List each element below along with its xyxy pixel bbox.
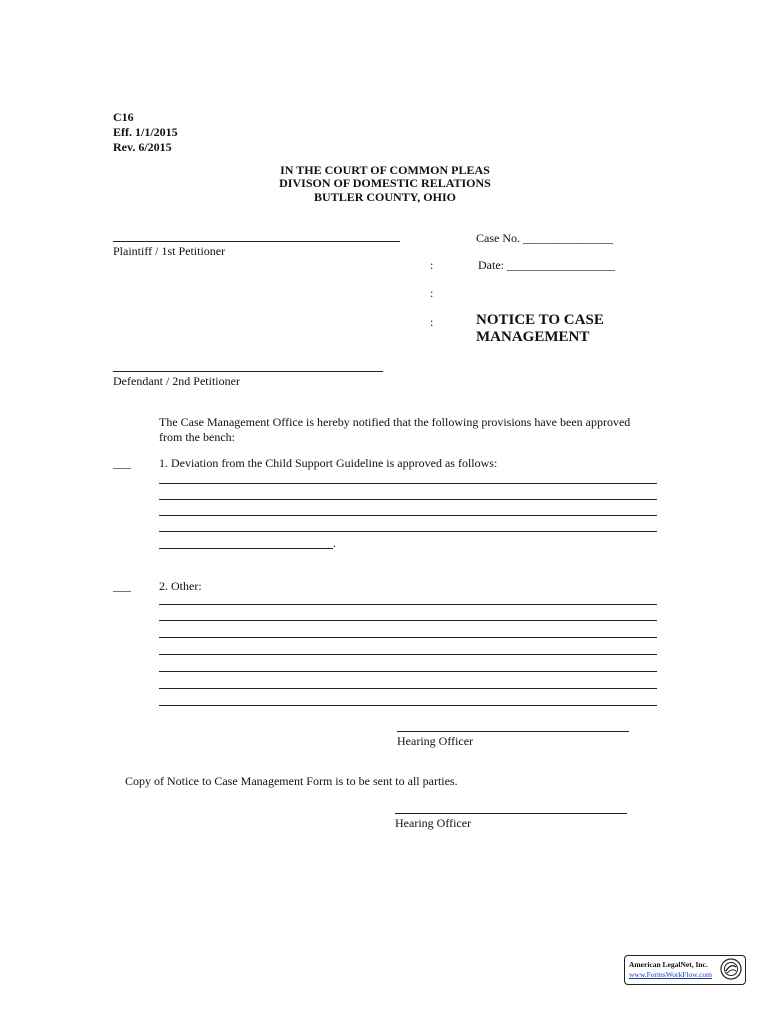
hearing-officer-label-1: Hearing Officer bbox=[397, 734, 474, 748]
item2-answer-line[interactable] bbox=[159, 705, 657, 706]
item2-answer-line[interactable] bbox=[159, 654, 657, 655]
revision-date: Rev. 6/2015 bbox=[113, 140, 172, 154]
plaintiff-label: Plaintiff / 1st Petitioner bbox=[113, 244, 226, 258]
court-county: BUTLER COUNTY, OHIO bbox=[314, 190, 456, 204]
item2-label: 2. Other: bbox=[159, 579, 202, 593]
logo-website-link[interactable]: www.FormsWorkFlow.com bbox=[629, 970, 713, 979]
hearing-officer-signature-line-1[interactable] bbox=[397, 731, 629, 732]
seal-icon bbox=[720, 958, 742, 980]
intro-text-line-2: from the bench: bbox=[159, 430, 235, 444]
colon-3: : bbox=[430, 315, 434, 329]
item2-answer-line[interactable] bbox=[159, 688, 657, 689]
copy-notice-text: Copy of Notice to Case Management Form is to be sent to all parties. bbox=[125, 774, 458, 788]
plaintiff-line[interactable] bbox=[113, 241, 400, 242]
court-name: IN THE COURT OF COMMON PLEAS bbox=[280, 163, 490, 177]
colon-1: : bbox=[430, 258, 434, 272]
effective-date: Eff. 1/1/2015 bbox=[113, 125, 178, 139]
hearing-officer-signature-line-2[interactable] bbox=[395, 813, 627, 814]
date-field[interactable]: Date: __________________ bbox=[478, 258, 615, 272]
item1-answer-line-short[interactable] bbox=[159, 548, 333, 549]
item1-period: . bbox=[333, 536, 336, 550]
item2-answer-line[interactable] bbox=[159, 637, 657, 638]
item2-checkbox-blank[interactable]: ___ bbox=[113, 579, 131, 593]
intro-text-line-1: The Case Management Office is hereby notified that the following provisions have been approved bbox=[159, 415, 631, 429]
court-division: DIVISON OF DOMESTIC RELATIONS bbox=[279, 176, 491, 190]
item1-answer-line[interactable] bbox=[159, 515, 657, 516]
colon-2: : bbox=[430, 286, 434, 300]
logo-company-name: American LegalNet, Inc. bbox=[629, 960, 708, 969]
form-title-line-1: NOTICE TO CASE bbox=[476, 312, 604, 328]
item1-checkbox-blank[interactable]: ___ bbox=[113, 456, 131, 470]
form-code: C16 bbox=[113, 110, 134, 124]
item1-answer-line[interactable] bbox=[159, 531, 657, 532]
item1-answer-line[interactable] bbox=[159, 499, 657, 500]
defendant-label: Defendant / 2nd Petitioner bbox=[113, 374, 240, 388]
item1-label: 1. Deviation from the Child Support Guideline is approved as follows: bbox=[159, 456, 498, 470]
american-legalnet-logo bbox=[624, 955, 746, 985]
item2-answer-line[interactable] bbox=[159, 671, 657, 672]
case-number-field[interactable]: Case No. _______________ bbox=[476, 231, 613, 245]
defendant-line[interactable] bbox=[113, 371, 383, 372]
form-title-line-2: MANAGEMENT bbox=[476, 329, 590, 345]
item2-answer-line[interactable] bbox=[159, 604, 657, 605]
item1-answer-line[interactable] bbox=[159, 483, 657, 484]
item2-answer-line[interactable] bbox=[159, 620, 657, 621]
hearing-officer-label-2: Hearing Officer bbox=[395, 816, 472, 830]
